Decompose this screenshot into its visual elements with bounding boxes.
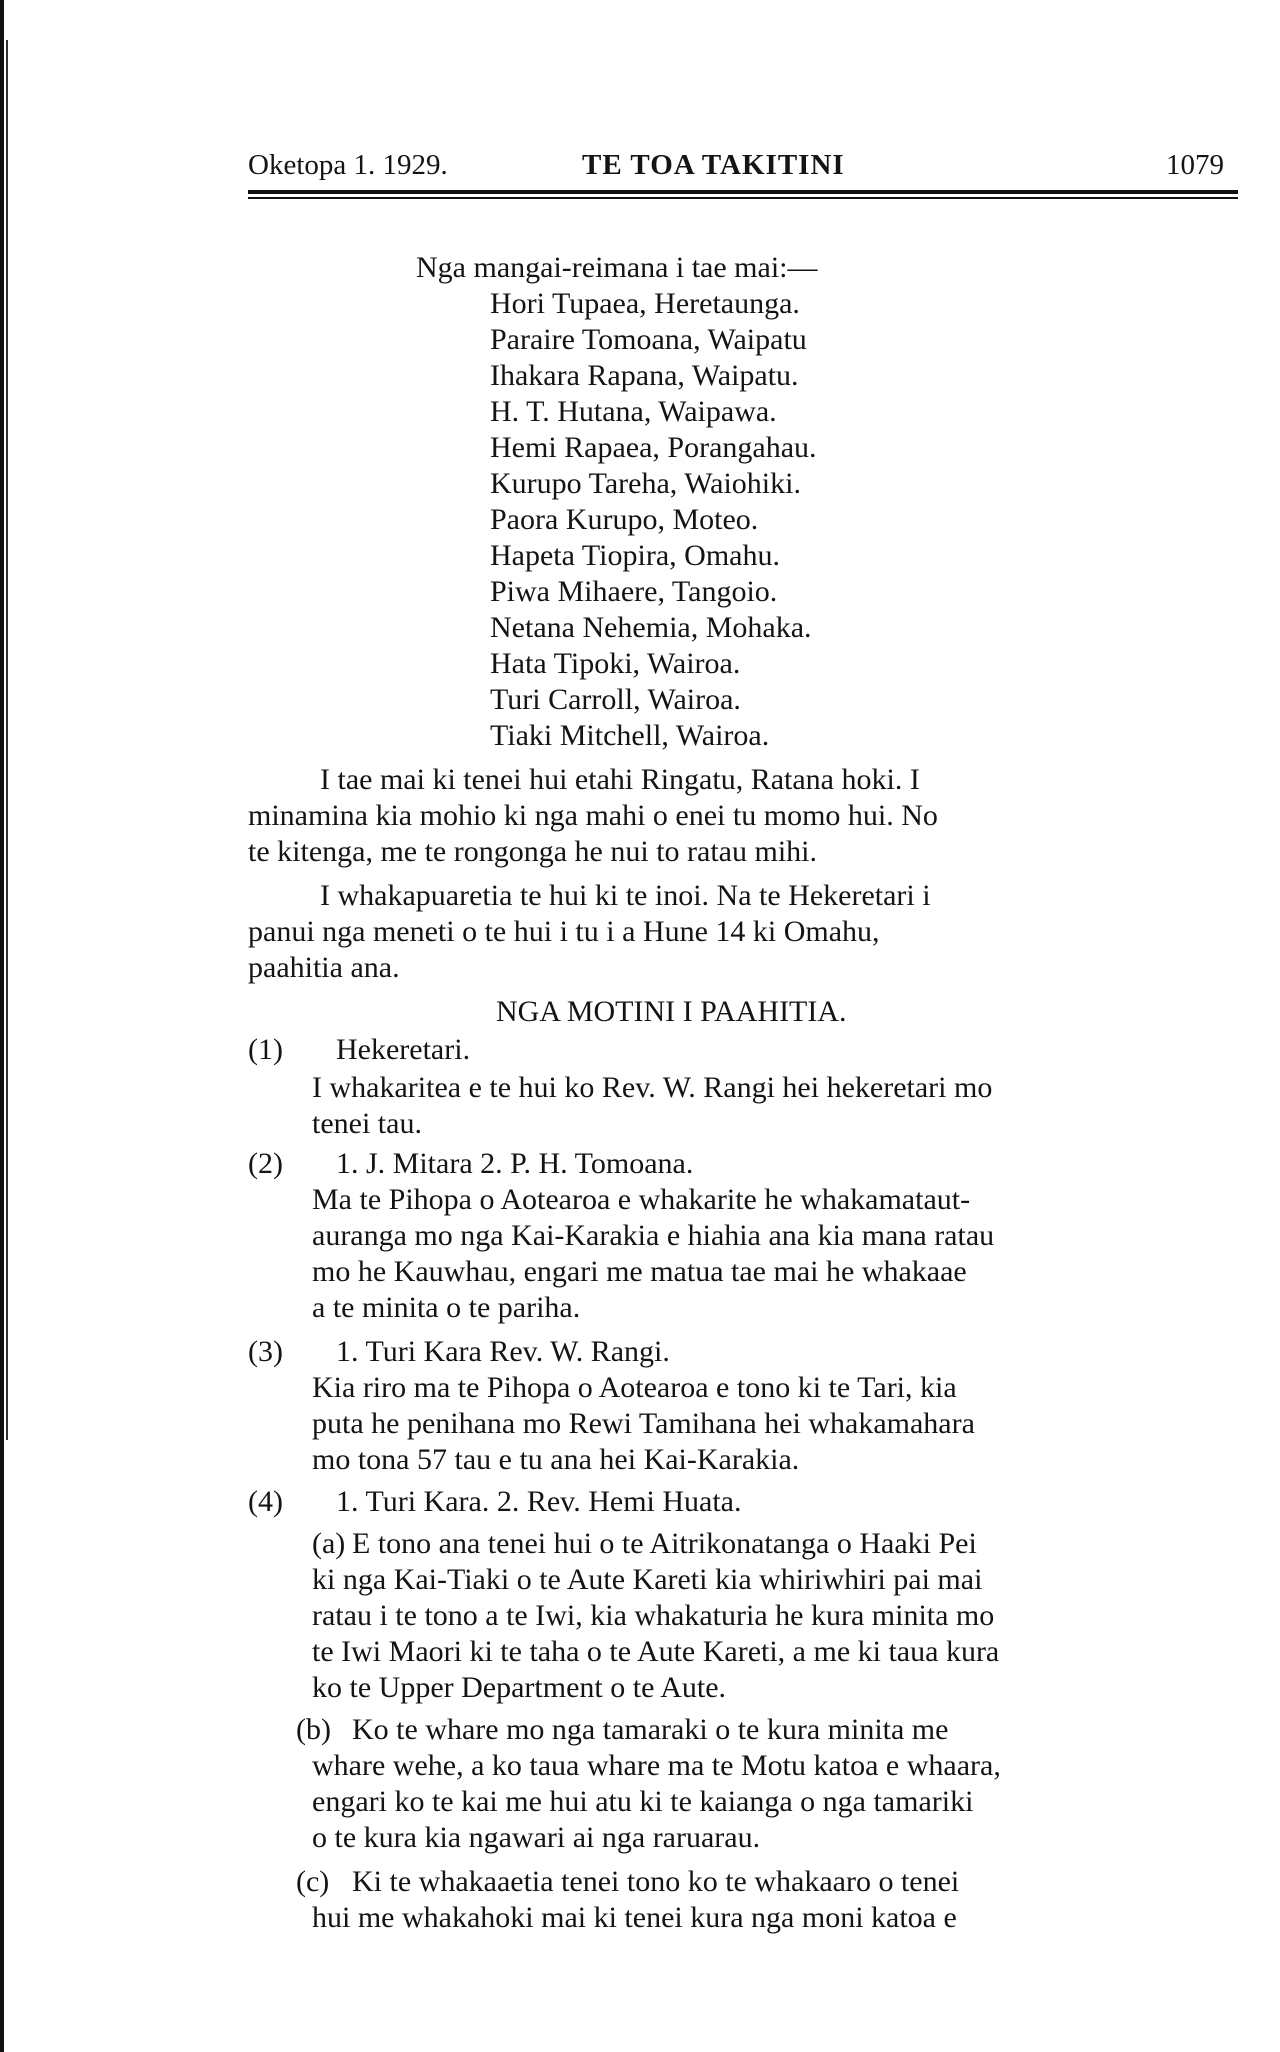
motion-movers: 1. Turi Kara. 2. Rev. Hemi Huata. xyxy=(336,1485,742,1518)
motion-movers: 1. Turi Kara Rev. W. Rangi. xyxy=(336,1335,670,1368)
header-page-number: 1079 xyxy=(1166,149,1224,181)
paragraph-line: paahitia ana. xyxy=(248,951,400,984)
motion-body-line: mo he Kauwhau, engari me matua tae mai he whakaae xyxy=(312,1255,967,1288)
motion-body-line: Ma te Pihopa o Aotearoa e whakarite he whakamataut- xyxy=(312,1183,971,1216)
delegate-item: Piwa Mihaere, Tangoio. xyxy=(490,575,778,608)
motion-movers: 1. J. Mitara 2. P. H. Tomoana. xyxy=(336,1147,694,1180)
motion-number: (1) xyxy=(248,1033,283,1066)
paragraph-line: te kitenga, me te rongonga he nui to ratau mihi. xyxy=(248,835,818,868)
motion-heading: Hekeretari. xyxy=(336,1033,471,1066)
header-title: TE TOA TAKITINI xyxy=(582,149,845,181)
header-rule-thin xyxy=(248,197,1238,199)
motion-body-line: Kia riro ma te Pihopa o Aotearoa e tono ki te Tari, kia xyxy=(312,1371,957,1404)
item-line: E tono ana tenei hui o te Aitrikonatanga o Haaki Pei xyxy=(352,1527,977,1560)
paragraph-line: I tae mai ki tenei hui etahi Ringatu, Ratana hoki. I xyxy=(320,763,920,796)
header-date: Oketopa 1. 1929. xyxy=(248,149,448,181)
item-line: ki nga Kai-Tiaki o te Aute Kareti kia whiriwhiri pai mai xyxy=(312,1563,983,1596)
motion-body-line: a te minita o te pariha. xyxy=(312,1291,581,1324)
page-edge xyxy=(0,0,4,2052)
paragraph-line: panui nga meneti o te hui i tu i a Hune 14 ki Omahu, xyxy=(248,915,880,948)
delegate-item: Netana Nehemia, Mohaka. xyxy=(490,611,812,644)
section-heading: NGA MOTINI I PAAHITIA. xyxy=(496,995,847,1028)
item-line: ratau i te tono a te Iwi, kia whakaturia he kura minita mo xyxy=(312,1599,995,1632)
delegate-item: Turi Carroll, Wairoa. xyxy=(490,683,741,716)
motion-number: (3) xyxy=(248,1335,283,1368)
motion-body-line: auranga mo nga Kai-Karakia e hiahia ana kia mana ratau xyxy=(312,1219,995,1252)
paragraph-line: minamina kia mohio ki nga mahi o enei tu momo hui. No xyxy=(248,799,938,832)
delegate-item: Ihakara Rapana, Waipatu. xyxy=(490,359,799,392)
delegate-item: Hori Tupaea, Heretaunga. xyxy=(490,287,800,320)
delegate-item: H. T. Hutana, Waipawa. xyxy=(490,395,777,428)
delegate-item: Kurupo Tareha, Waiohiki. xyxy=(490,467,801,500)
item-line: Ki te whakaaetia tenei tono ko te whakaaro o tenei xyxy=(352,1865,960,1898)
page-edge-inner xyxy=(6,40,8,1440)
motion-body-line: puta he penihana mo Rewi Tamihana hei whakamahara xyxy=(312,1407,975,1440)
item-line: Ko te whare mo nga tamaraki o te kura minita me xyxy=(352,1713,949,1746)
delegate-item: Paraire Tomoana, Waipatu xyxy=(490,323,807,356)
item-label: (a) xyxy=(312,1527,346,1560)
item-line: o te kura kia ngawari ai nga raruarau. xyxy=(312,1821,761,1854)
delegate-item: Hapeta Tiopira, Omahu. xyxy=(490,539,780,572)
motion-body-line: tenei tau. xyxy=(312,1107,422,1140)
delegate-item: Paora Kurupo, Moteo. xyxy=(490,503,759,536)
motion-body-line: mo tona 57 tau e tu ana hei Kai-Karakia. xyxy=(312,1443,800,1476)
item-line: whare wehe, a ko taua whare ma te Motu katoa e whaara, xyxy=(312,1749,1001,1782)
motion-body-line: I whakaritea e te hui ko Rev. W. Rangi hei hekeretari mo xyxy=(312,1071,993,1104)
delegates-intro: Nga mangai-reimana i tae mai:— xyxy=(416,251,818,284)
motion-number: (2) xyxy=(248,1147,283,1180)
header-rule xyxy=(248,190,1238,194)
item-line: te Iwi Maori ki te taha o te Aute Kareti, a me ki taua kura xyxy=(312,1635,1000,1668)
item-line: hui me whakahoki mai ki tenei kura nga moni katoa e xyxy=(312,1901,957,1934)
delegate-item: Hemi Rapaea, Porangahau. xyxy=(490,431,817,464)
item-line: ko te Upper Department o te Aute. xyxy=(312,1671,727,1704)
delegate-item: Tiaki Mitchell, Wairoa. xyxy=(490,719,770,752)
delegate-item: Hata Tipoki, Wairoa. xyxy=(490,647,741,680)
item-line: engari ko te kai me hui atu ki te kaianga o nga tamariki xyxy=(312,1785,974,1818)
paragraph-line: I whakapuaretia te hui ki te inoi. Na te Hekeretari i xyxy=(320,879,931,912)
item-label: (c) xyxy=(296,1865,330,1898)
item-label: (b) xyxy=(296,1713,331,1746)
motion-number: (4) xyxy=(248,1485,283,1518)
